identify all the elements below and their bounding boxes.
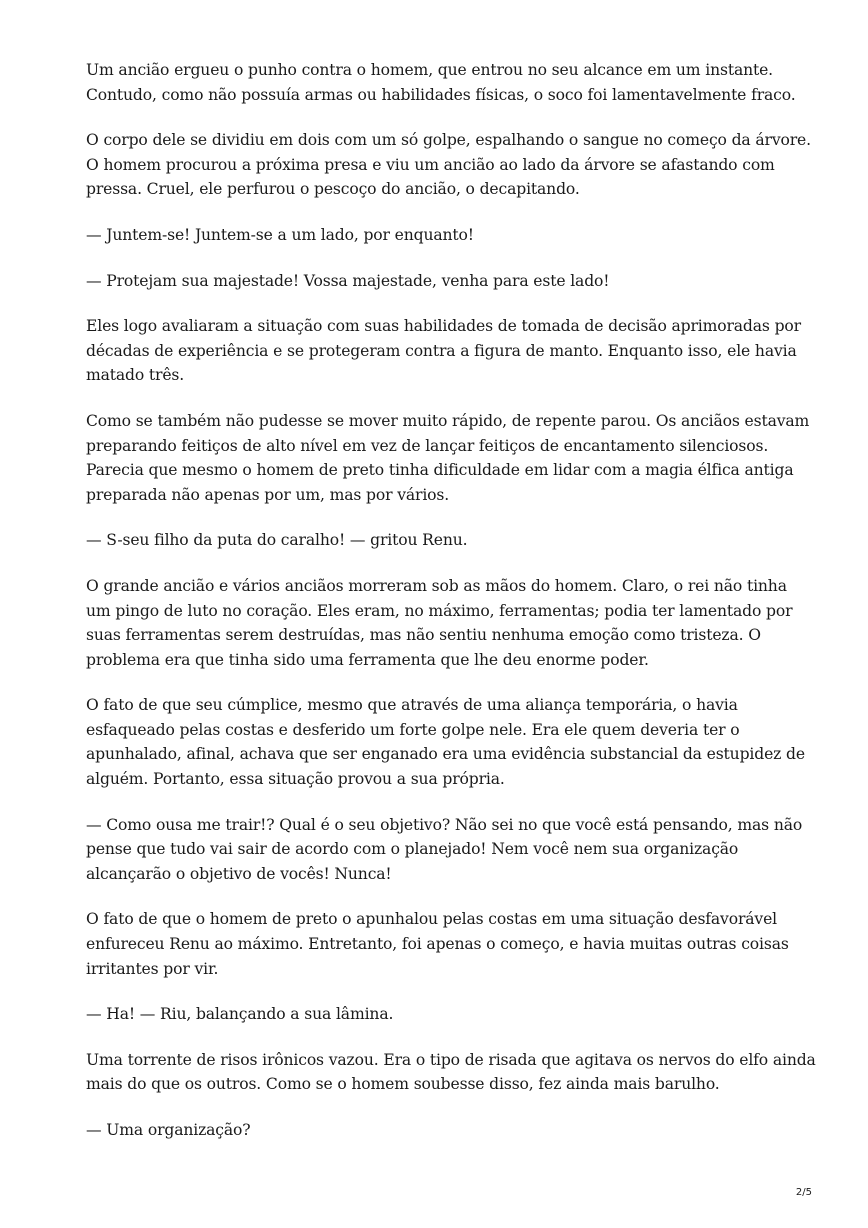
document-body (86, 58, 816, 1164)
dialogue-line: — Uma organização? (86, 1121, 251, 1139)
dialogue-line: — Juntem-se! Juntem-se a um lado, por enquanto! (86, 225, 474, 244)
paragraph: Eles logo avaliaram a situação com suas habilidades de tomada de decisão aprimoradas por décadas de experiência e se protegeram contra a figura de manto. Enquanto isso, ele havia matado três. (86, 317, 801, 385)
paragraph: O grande ancião e vários anciãos morreram sob as mãos do homem. Claro, o rei não tinha um pingo de luto no coração. Eles eram, no máximo, ferramentas; podia ter lamentado por suas ferramentas serem destruídas, mas não sentiu nenhuma emoção como tristeza. O problema era que tinha sido uma ferramenta que lhe deu enorme poder. (86, 576, 793, 669)
paragraph: O fato de que o homem de preto o apunhalou pelas costas em uma situação desfavorável enfureceu Renu ao máximo. Entretanto, foi apenas o começo, e havia muitas outras coisas irritantes por vir. (86, 910, 789, 978)
dialogue-line: — Protejam sua majestade! Vossa majestade, venha para este lado! (86, 271, 610, 290)
paragraph: Como se também não pudesse se mover muito rápido, de repente parou. Os anciãos estavam preparando feitiços de alto nível em vez de lançar feitiços de encantamento silenciosos. Parecia que mesmo o homem de preto tinha dificuldade em lidar com a magia élfica antiga preparada não apenas por um, mas por vários. (86, 411, 810, 504)
dialogue-line: — Como ousa me trair!? Qual é o seu objetivo? Não sei no que você está pensando, mas não pense que tudo vai sair de acordo com o planejado! Nem você nem sua organização alcançarão o objetivo de vocês! Nunca! (86, 815, 803, 883)
page-number: 2/5 (795, 1187, 812, 1198)
paragraph: O fato de que seu cúmplice, mesmo que através de uma aliança temporária, o havia esfaqueado pelas costas e desferido um forte golpe nele. Era ele quem deveria ter o apunhalado, afinal, achava que ser enganado era uma evidência substancial da estupidez de alguém. Portanto, essa situação provou a sua própria. (86, 696, 805, 789)
dialogue-line: — Ha! — Riu, balançando a sua lâmina. (86, 1005, 394, 1024)
dialogue-line: — S-seu filho da puta do caralho! — gritou Renu. (86, 531, 468, 550)
paragraph: Um ancião ergueu o punho contra o homem, que entrou no seu alcance em um instante. Contudo, como não possuía armas ou habilidades físicas, o soco foi lamentavelmente fraco. (86, 61, 796, 104)
paragraph: Uma torrente de risos irônicos vazou. Era o tipo de risada que agitava os nervos do elfo ainda mais do que os outros. Como se o homem soubesse disso, fez ainda mais barulho. (86, 1050, 816, 1094)
paragraph: O corpo dele se dividiu em dois com um só golpe, espalhando o sangue no começo da árvore. O homem procurou a próxima presa e viu um ancião ao lado da árvore se afastando com pressa. Cruel, ele perfurou o pescoço do ancião, o decapitando. (86, 131, 811, 199)
